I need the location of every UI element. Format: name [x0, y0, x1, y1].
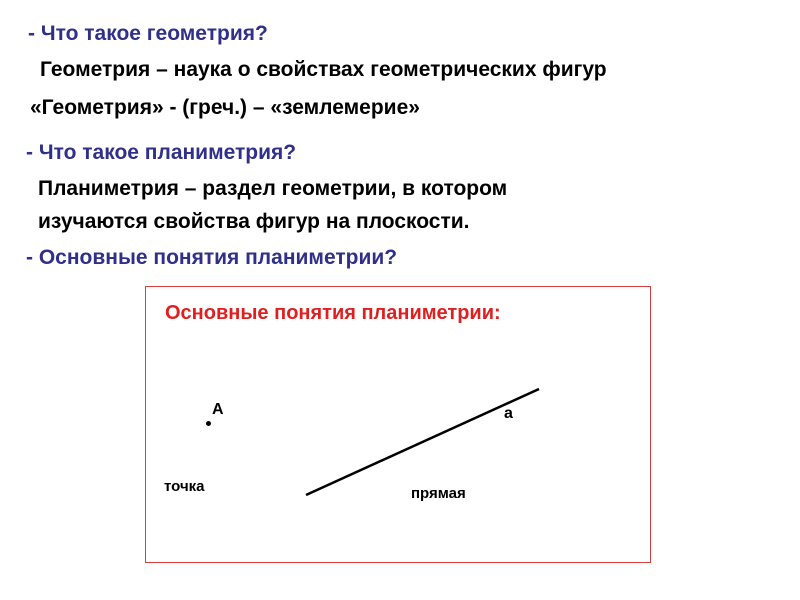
definition-planimetry-line1: Планиметрия – раздел геометрии, в котором	[38, 177, 508, 200]
definition-planimetry-line2: изучаются свойства фигур на плоскости.	[38, 210, 470, 233]
line-label: а	[504, 405, 513, 422]
line-caption: прямая	[411, 485, 466, 502]
line-segment	[146, 287, 652, 564]
etymology-geometry: «Геометрия» - (греч.) – «землемерие»	[30, 96, 420, 119]
point-label: А	[212, 401, 224, 418]
concepts-box-title: Основные понятия планиметрии:	[165, 302, 501, 324]
point-caption: точка	[164, 478, 205, 495]
concepts-box	[145, 286, 651, 563]
question-geometry: - Что такое геометрия?	[28, 22, 268, 45]
question-basic-concepts: - Основные понятия планиметрии?	[26, 246, 398, 269]
question-planimetry: - Что такое планиметрия?	[26, 141, 297, 164]
definition-geometry: Геометрия – наука о свойствах геометрических фигур	[40, 58, 607, 81]
